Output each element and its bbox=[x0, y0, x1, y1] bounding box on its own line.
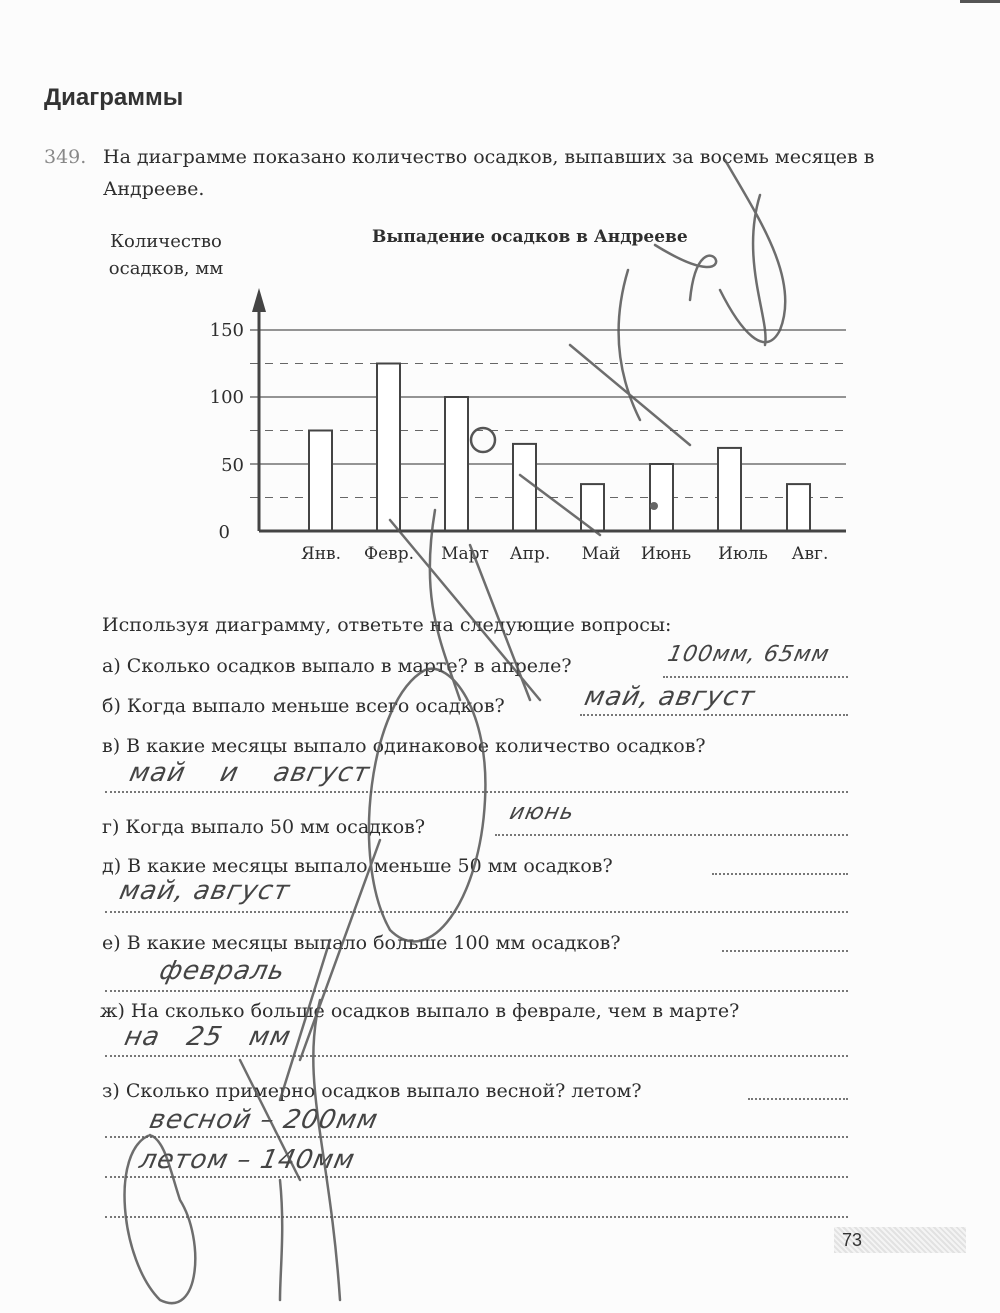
question-g: г) Когда выпало 50 мм осадков? bbox=[102, 816, 426, 838]
y-tick-0: 0 bbox=[218, 522, 230, 543]
answer-line-b[interactable] bbox=[580, 714, 848, 716]
answer-line-z-4[interactable] bbox=[105, 1216, 848, 1218]
x-label-mar: Март bbox=[441, 544, 489, 564]
task-text: На диаграмме показано количество осадков, выпавших за восемь месяцев в Андрееве. bbox=[103, 146, 875, 200]
question-v: в) В какие месяцы выпало одинаковое количество осадков? bbox=[102, 735, 706, 757]
section-title: Диаграммы bbox=[44, 84, 184, 111]
x-label-feb: Февр. bbox=[363, 544, 415, 564]
answer-e: февраль bbox=[156, 956, 289, 986]
answer-zh: на 25 мм bbox=[121, 1022, 294, 1052]
answer-line-z-2[interactable] bbox=[105, 1136, 848, 1138]
y-axis-arrow-icon bbox=[252, 288, 266, 312]
answer-line-d-1[interactable] bbox=[712, 873, 848, 875]
bar-7 bbox=[787, 484, 810, 531]
answer-line-e-2[interactable] bbox=[105, 990, 848, 992]
question-zh: ж) На сколько больше осадков выпало в феврале, чем в марте? bbox=[100, 1000, 740, 1022]
x-label-aug: Авг. bbox=[791, 544, 829, 564]
chart-y-axis-label: Количество осадков, мм bbox=[108, 231, 224, 279]
answer-line-z-1[interactable] bbox=[748, 1098, 848, 1100]
answer-z-summer: летом – 140мм bbox=[136, 1145, 358, 1175]
answer-line-a[interactable] bbox=[663, 676, 848, 678]
questions-intro: Используя диаграмму, ответьте на следующие вопросы: bbox=[102, 614, 672, 636]
chart-title: Выпадение осадков в Андрееве bbox=[372, 227, 688, 247]
answer-d: май, август bbox=[116, 876, 293, 906]
question-b: б) Когда выпало меньше всего осадков? bbox=[102, 695, 505, 717]
x-label-apr: Апр. bbox=[509, 544, 551, 564]
bar-2 bbox=[445, 397, 468, 531]
answer-a: 100мм, 65мм bbox=[665, 642, 833, 667]
scan-edge bbox=[960, 0, 1000, 3]
question-a: а) Сколько осадков выпало в марте? в апреле? bbox=[102, 655, 572, 677]
answer-v: май и август bbox=[126, 758, 373, 788]
bar-1 bbox=[377, 364, 400, 532]
answer-line-g[interactable] bbox=[495, 834, 848, 836]
answer-line-e-1[interactable] bbox=[722, 950, 848, 952]
question-e: е) В какие месяцы выпало больше 100 мм осадков? bbox=[102, 932, 621, 954]
task-number: 349. bbox=[44, 146, 87, 168]
x-label-jan: Янв. bbox=[300, 544, 342, 564]
page-number: 73 bbox=[842, 1230, 863, 1250]
bar-3 bbox=[513, 444, 536, 531]
chart-gridlines bbox=[250, 330, 846, 498]
chart-bars bbox=[309, 364, 810, 532]
answer-line-zh[interactable] bbox=[105, 1055, 848, 1057]
x-label-may: Май bbox=[581, 544, 621, 564]
answer-z-spring: весной – 200мм bbox=[146, 1105, 382, 1135]
bar-4 bbox=[581, 484, 604, 531]
y-tick-50: 50 bbox=[221, 455, 244, 476]
answer-b: май, август bbox=[581, 682, 758, 712]
question-z: з) Сколько примерно осадков выпало весной? летом? bbox=[102, 1080, 642, 1102]
bar-0 bbox=[309, 431, 332, 532]
answer-g: июнь bbox=[507, 800, 577, 825]
answer-line-d-2[interactable] bbox=[105, 911, 848, 913]
bar-6 bbox=[718, 448, 741, 531]
y-tick-100: 100 bbox=[209, 387, 244, 408]
y-tick-150: 150 bbox=[209, 320, 244, 341]
x-label-jul: Июль bbox=[718, 544, 768, 564]
bar-5 bbox=[650, 464, 673, 531]
question-d: д) В какие месяцы выпало меньше 50 мм осадков? bbox=[102, 855, 613, 877]
answer-line-v[interactable] bbox=[105, 791, 848, 793]
answer-line-z-3[interactable] bbox=[105, 1176, 848, 1178]
x-label-jun: Июнь bbox=[640, 544, 692, 564]
